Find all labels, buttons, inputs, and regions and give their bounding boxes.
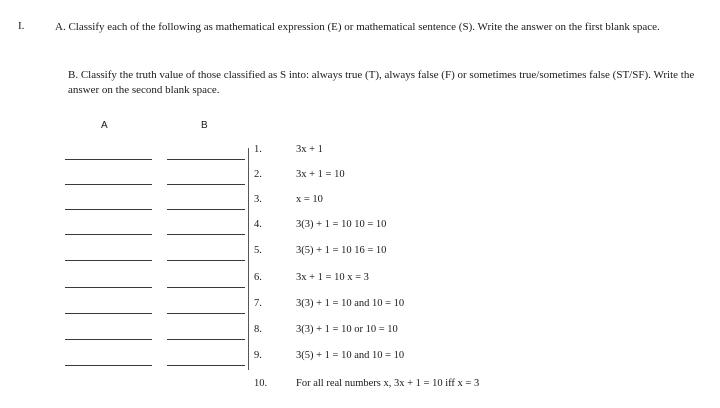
exercise-row — [0, 294, 720, 320]
answer-blank-a[interactable] — [65, 260, 152, 261]
item-expression: 3x + 1 — [296, 144, 323, 155]
item-expression: 3(3) + 1 = 10 10 = 10 — [296, 219, 387, 230]
answer-blank-a[interactable] — [65, 287, 152, 288]
item-expression: 3(5) + 1 = 10 16 = 10 — [296, 245, 387, 256]
answer-blank-b[interactable] — [167, 209, 245, 210]
instruction-part-a: A. Classify each of the following as mathematical expression (E) or mathematical sentence (S). Write the answer on the first blank space. — [55, 21, 660, 33]
item-expression: 3(3) + 1 = 10 or 10 = 10 — [296, 324, 398, 335]
column-b-header: B — [201, 120, 208, 131]
item-expression: 3x + 1 = 10 — [296, 169, 345, 180]
answer-blank-b[interactable] — [167, 287, 245, 288]
answer-blank-b[interactable] — [167, 339, 245, 340]
answer-blank-a[interactable] — [65, 159, 152, 160]
item-expression: For all real numbers x, 3x + 1 = 10 iff x = 3 — [296, 378, 480, 389]
item-number: 9. — [254, 350, 262, 361]
item-number: 8. — [254, 324, 262, 335]
answer-blank-b[interactable] — [167, 313, 245, 314]
answer-blank-b[interactable] — [167, 365, 245, 366]
answer-blank-b[interactable] — [167, 234, 245, 235]
answer-blank-a[interactable] — [65, 365, 152, 366]
exercise-row — [0, 190, 720, 216]
item-number: 3. — [254, 194, 262, 205]
item-expression: x = 10 — [296, 194, 323, 205]
item-expression: 3x + 1 = 10 x = 3 — [296, 272, 369, 283]
answer-blank-a[interactable] — [65, 209, 152, 210]
exercise-row — [0, 268, 720, 294]
column-a-header: A — [101, 120, 108, 131]
exercise-row — [0, 320, 720, 346]
exercise-row — [0, 165, 720, 191]
item-number: 6. — [254, 272, 262, 283]
answer-blank-b[interactable] — [167, 260, 245, 261]
item-number: 4. — [254, 219, 262, 230]
answer-blank-a[interactable] — [65, 234, 152, 235]
item-number: 2. — [254, 169, 262, 180]
item-expression: 3(5) + 1 = 10 and 10 = 10 — [296, 350, 405, 361]
item-number: 10. — [254, 378, 268, 389]
answer-blank-a[interactable] — [65, 184, 152, 185]
answer-blank-b[interactable] — [167, 159, 245, 160]
answer-blank-b[interactable] — [167, 184, 245, 185]
exercise-row — [0, 140, 720, 166]
instruction-part-b: B. Classify the truth value of those classified as S into: always true (T), always false (F) or sometimes true/sometimes false (ST/SF). Write the answer on the second blank space. — [68, 69, 695, 96]
exercise-row — [0, 346, 720, 372]
margin-rule — [248, 148, 249, 370]
item-number: 5. — [254, 245, 262, 256]
item-expression: 3(3) + 1 = 10 and 10 = 10 — [296, 298, 405, 309]
exercise-row — [0, 374, 720, 400]
item-number: 1. — [254, 144, 262, 155]
answer-blank-a[interactable] — [65, 339, 152, 340]
item-number: 7. — [254, 298, 262, 309]
answer-blank-a[interactable] — [65, 313, 152, 314]
exercise-row — [0, 241, 720, 267]
section-number: I. — [18, 20, 25, 32]
exercise-row — [0, 215, 720, 241]
